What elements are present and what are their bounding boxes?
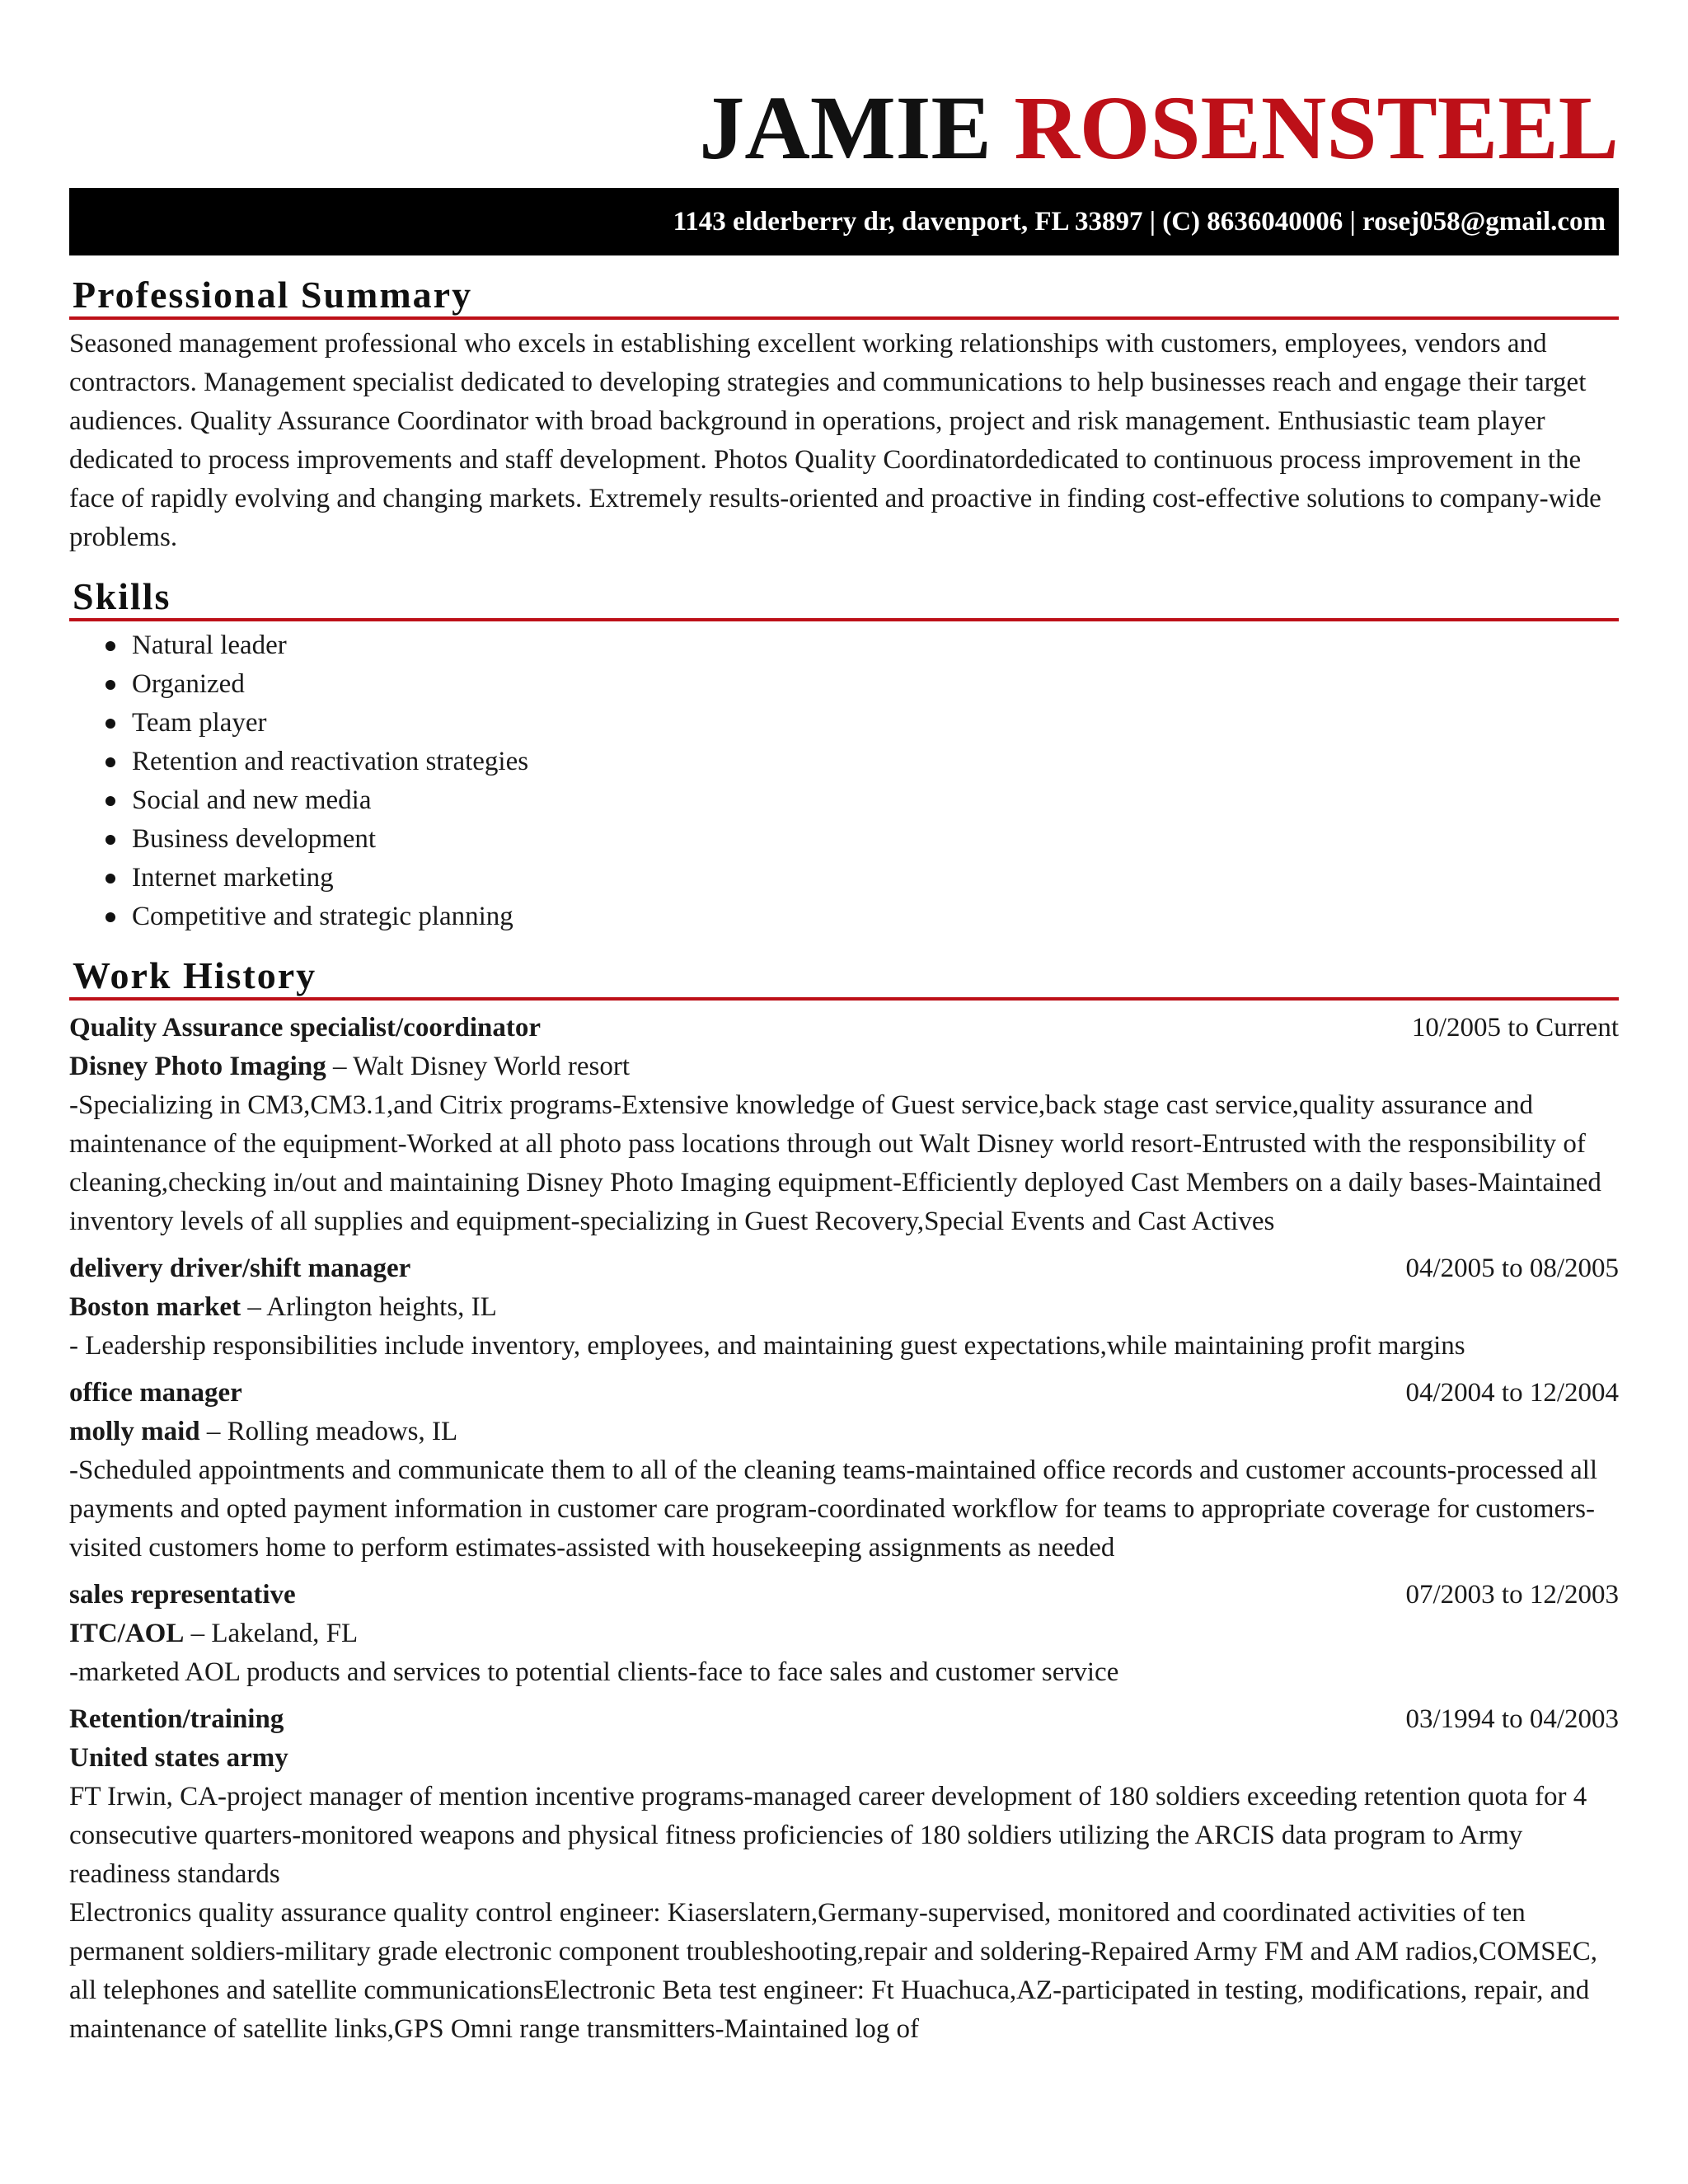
job-entry [69,1374,1619,1568]
contact-bar: 1143 elderberry dr, davenport, FL 33897 | (C) 8636040006 | rosej058@gmail.com [69,188,1619,255]
job-header [69,1249,1619,1288]
job-description: -Specializing in CM3,CM3.1,and Citrix programs-Extensive knowledge of Guest service,back stage cast service,quality assurance and maintenance of the equipment-Worked at all photo pass locations through out Walt Disney world resort-Entrusted with the responsibility of cleaning,checking in/out and maintaining Disney Photo Imaging equipment-Efficiently deployed Cast Members on a daily bases-Maintained inventory levels of all supplies and equipment-specializing in Guest Recovery,Special Events and Cast Actives [69,1090,1601,1236]
job-header [69,1009,1619,1047]
job-company: Disney Photo Imaging [69,1052,326,1081]
bullet-icon [106,912,115,922]
job-description-continued: Electronics quality assurance quality control engineer: Kiaserslatern,Germany-supervised, monitored and coordinated activities of ten permanent soldiers-military grade electronic component troubleshooting,repair and soldering-Repaired Army FM and AM radios,COMSEC, all telephones and satellite communicationsElectronic Beta test engineer: Ft Huachuca,AZ-participated in testing, modifications, repair, and maintenance of satellite links,GPS Omni range transmitters-Maintained log of [69,1898,1598,2044]
job-location: – Arlington heights, IL [241,1292,497,1322]
job-description: -Scheduled appointments and communicate them to all of the cleaning teams-maintained office records and customer accounts-processed all payments and opted payment information in customer care program-coordinated workflow for teams to appropriate coverage for customers-visited customers home to perform estimates-assisted with housekeeping assignments as needed [69,1455,1598,1563]
first-name: JAMIE [699,77,992,178]
skill-item [106,859,1619,898]
bullet-icon [106,680,115,690]
skill-item [106,820,1619,859]
job-header [69,1374,1619,1413]
skill-label: Organized [132,669,245,699]
job-title: Quality Assurance specialist/coordinator [69,1013,541,1043]
skill-item [106,665,1619,704]
job-header [69,1700,1619,1739]
skills-heading: Skills [69,575,1619,621]
bullet-icon [106,874,115,883]
job-title: Retention/training [69,1704,284,1734]
job-company-line [69,1615,1619,1653]
job-company: Boston market [69,1292,241,1322]
job-company: molly maid [69,1417,200,1446]
job-header [69,1576,1619,1615]
job-company-line [69,1288,1619,1327]
skill-label: Natural leader [132,630,287,660]
job-description: - Leadership responsibilities include inventory, employees, and maintaining guest expectations,while maintaining profit margins [69,1331,1465,1361]
summary-heading: Professional Summary [69,274,1619,320]
skill-item [106,704,1619,743]
job-entry [69,1249,1619,1366]
skill-label: Social and new media [132,785,372,815]
job-company-line [69,1739,1619,1778]
job-dates: 04/2004 to 12/2004 [1405,1378,1619,1408]
job-dates: 03/1994 to 04/2003 [1405,1704,1619,1734]
skill-item [106,626,1619,665]
job-company-line [69,1413,1619,1451]
job-location: – Walt Disney World resort [326,1052,631,1081]
skill-label: Internet marketing [132,863,334,893]
skill-item [106,743,1619,781]
skills-list [69,626,1619,936]
job-dates: 10/2005 to Current [1411,1013,1619,1043]
skill-label: Competitive and strategic planning [132,902,513,931]
bullet-icon [106,719,115,729]
job-company: ITC/AOL [69,1619,185,1648]
skill-item [106,781,1619,820]
skill-label: Business development [132,824,377,854]
job-title: office manager [69,1378,242,1408]
bullet-icon [106,796,115,806]
bullet-icon [106,835,115,845]
candidate-name [69,0,1619,178]
job-location: – Lakeland, FL [184,1619,359,1648]
job-company-line [69,1047,1619,1086]
job-title: sales representative [69,1580,296,1610]
work-history-heading: Work History [69,954,1619,1001]
skill-label: Retention and reactivation strategies [132,747,529,776]
job-title: delivery driver/shift manager [69,1254,411,1283]
summary-text: Seasoned management professional who excels in establishing excellent working relationships with customers, employees, vendors and contractors. Management specialist dedicated to developing strategies and communications to help businesses reach and engage their target audiences. Quality Assurance Coordinator with broad background in operations, project and risk management. Enthusiastic team player dedicated to process improvements and staff development. Photos Quality Coordinatordedicated to continuous process improvement in the face of rapidly evolving and changing markets. Extremely results-oriented and proactive in finding cost-effective solutions to company-wide problems. [69,329,1601,552]
job-location: – Rolling meadows, IL [199,1417,458,1446]
resume-page [69,0,1619,2049]
bullet-icon [106,641,115,651]
job-dates: 07/2003 to 12/2003 [1405,1580,1619,1610]
bullet-icon [106,757,115,767]
skill-item [106,898,1619,936]
job-entry [69,1700,1619,2049]
skill-label: Team player [132,708,267,738]
job-description: FT Irwin, CA-project manager of mention incentive programs-managed career development of 180 soldiers exceeding retention quota for 4 consecutive quarters-monitored weapons and physical fitness proficiencies of 180 soldiers utilizing the ARCIS data program to Army readiness standards [69,1782,1587,1889]
job-entry [69,1009,1619,1241]
job-company: United states army [69,1743,288,1773]
job-entry [69,1576,1619,1692]
job-description: -marketed AOL products and services to potential clients-face to face sales and customer service [69,1657,1119,1687]
job-dates: 04/2005 to 08/2005 [1405,1254,1619,1283]
last-name: ROSENSTEEL [1014,77,1619,178]
